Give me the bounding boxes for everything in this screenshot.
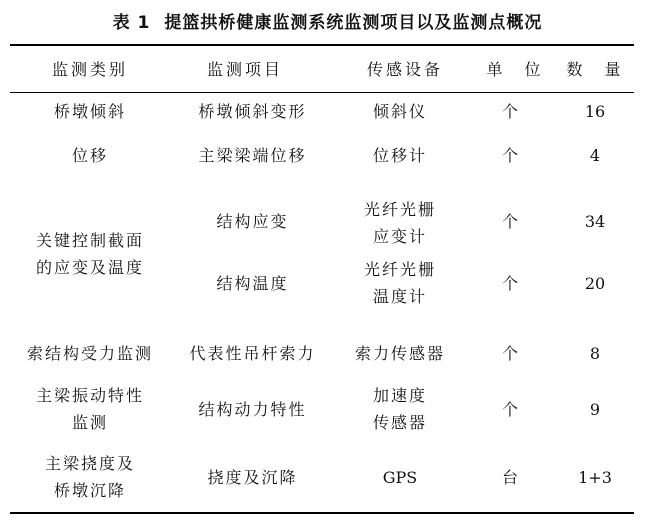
table-row-5-category-line-2: 监测 (71, 413, 108, 432)
header-category: 监测类别 (51, 59, 128, 79)
table-number: 表 1 (112, 13, 151, 33)
top-rule (10, 44, 634, 46)
table-row-4-category: 索结构受力监测 (26, 343, 153, 363)
table-row-6-qty: 1+3 (578, 467, 612, 487)
table-row-1-unit: 个 (501, 145, 518, 165)
table-row-0-unit: 个 (501, 101, 518, 121)
table-caption: 提篮拱桥健康监测系统监测项目以及监测点概况 (164, 13, 543, 33)
table-row-5-unit: 个 (501, 399, 518, 419)
table-row-1-sensor: 位移计 (372, 145, 427, 165)
table-row-2-item: 结构应变 (216, 211, 289, 231)
table-row-6-category-line-1: 主梁挠度及 (44, 454, 135, 473)
table-row-0-sensor: 倾斜仪 (372, 101, 427, 121)
table-row-5-sensor-line-2: 传感器 (372, 413, 427, 432)
table-row-2-category-line-1: 关键控制截面 (35, 231, 144, 250)
table-row-6-sensor: GPS (382, 467, 418, 487)
table-row-6-item: 挠度及沉降 (207, 467, 298, 487)
table-row-6-category-line-2: 桥墩沉降 (53, 481, 126, 500)
table-row-2-category-line-2: 的应变及温度 (35, 258, 144, 277)
table-row-5-category-line-1: 主梁振动特性 (35, 386, 144, 405)
table-row-4-unit: 个 (501, 343, 518, 363)
header-unit: 单 位 (486, 59, 544, 79)
table-row-3-sensor-line-1: 光纤光栅 (363, 260, 436, 279)
bottom-rule (10, 512, 634, 514)
table-row-4-item: 代表性吊杆索力 (189, 343, 316, 363)
table-row-5-sensor (335, 382, 465, 436)
table-title (0, 8, 655, 33)
header-rule (10, 92, 634, 93)
table-row-0-item: 桥墩倾斜变形 (198, 101, 307, 121)
table-row-5-category (10, 382, 170, 436)
table-row-2-unit: 个 (501, 211, 518, 231)
table-row-6-category (10, 450, 170, 504)
table-row-1-item: 主梁梁端位移 (198, 145, 307, 165)
table-row-3-qty: 20 (584, 273, 606, 293)
table-row-5-item: 结构动力特性 (198, 399, 307, 419)
table-row-5-sensor-line-1: 加速度 (372, 386, 427, 405)
table-row-1-qty: 4 (589, 145, 601, 165)
table-row-2-category (10, 226, 170, 282)
header-qty: 数 量 (566, 59, 624, 79)
table-row-2-qty: 34 (584, 211, 606, 231)
table-row-6-unit: 台 (501, 467, 518, 487)
table-row-2-sensor-line-1: 光纤光栅 (363, 200, 436, 219)
header-item: 监测项目 (206, 59, 283, 79)
table-row-3-sensor (335, 256, 465, 310)
header-sensor: 传感设备 (366, 59, 443, 79)
table-row-3-sensor-line-2: 温度计 (372, 287, 427, 306)
table-row-3-unit: 个 (501, 273, 518, 293)
table-row-2-sensor-line-2: 应变计 (372, 227, 427, 246)
table-row-2-sensor (335, 196, 465, 250)
table-row-5-qty: 9 (589, 399, 601, 419)
table-row-1-category: 位移 (71, 145, 108, 165)
table-row-0-qty: 16 (584, 101, 606, 121)
table-row-4-sensor: 索力传感器 (354, 343, 445, 363)
table-row-4-qty: 8 (589, 343, 601, 363)
table-row-0-category: 桥墩倾斜 (53, 101, 126, 121)
table-row-3-item: 结构温度 (216, 273, 289, 293)
